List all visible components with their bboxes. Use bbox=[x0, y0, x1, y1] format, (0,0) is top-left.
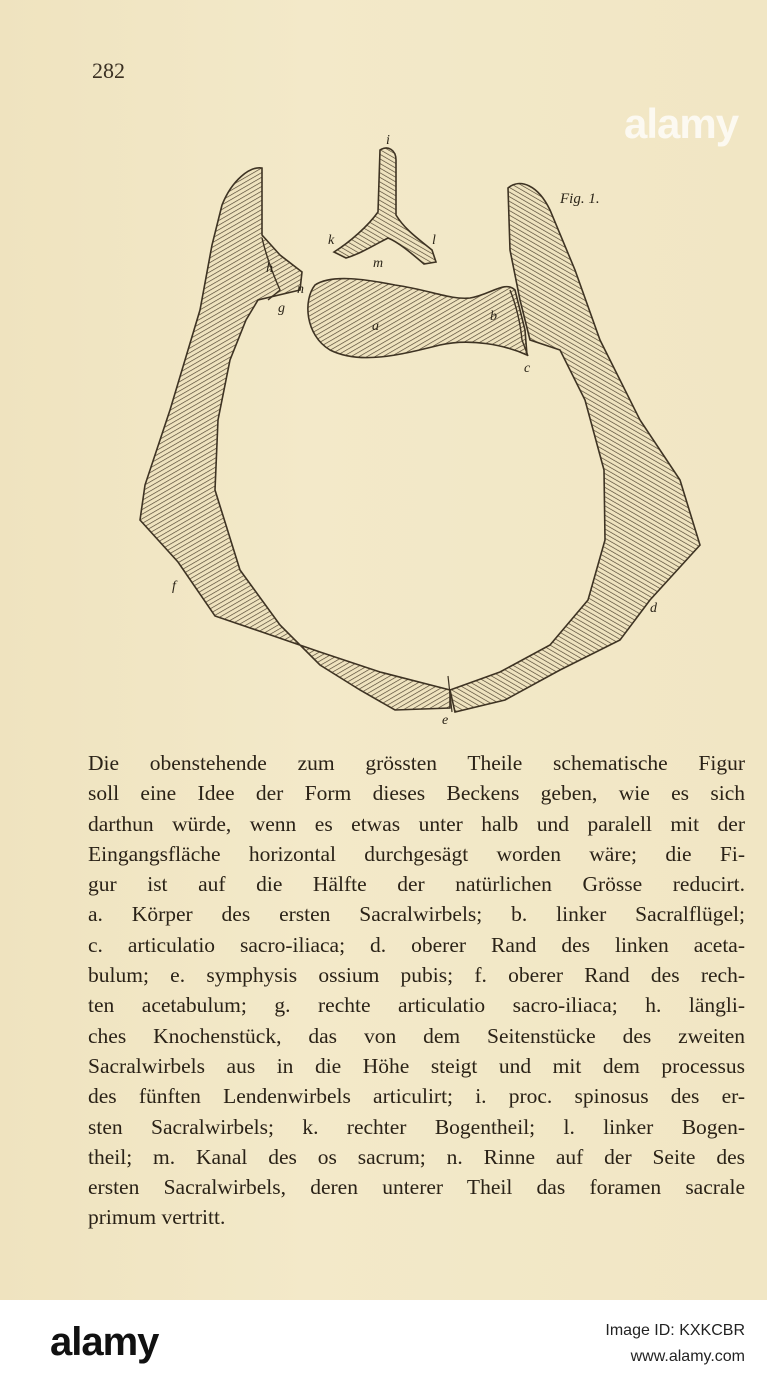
label-b: b bbox=[490, 309, 497, 324]
page-number: 282 bbox=[92, 58, 125, 83]
caption-line: des fünften Lendenwirbels articulirt; i. proc. spinosus des er- bbox=[88, 1084, 745, 1109]
watermark-logo: alamy bbox=[624, 100, 739, 147]
label-c: c bbox=[524, 361, 531, 376]
label-e: e bbox=[442, 713, 449, 728]
caption-line: gur ist auf die Hälfte der natürlichen Grösse reducirt. bbox=[88, 872, 745, 897]
figure-title: Fig. 1. bbox=[560, 191, 600, 207]
label-f: f bbox=[172, 579, 176, 594]
image-id: Image ID: KXKCBR bbox=[605, 1322, 745, 1339]
caption-line: theil; m. Kanal des os sacrum; n. Rinne auf der Seite des bbox=[88, 1144, 745, 1169]
caption-line: ersten Sacralwirbels, deren unterer Theil das foramen sacrale bbox=[88, 1175, 745, 1200]
caption-line: sten Sacralwirbels; k. rechter Bogentheil; l. linker Bogen- bbox=[88, 1114, 745, 1139]
alamy-logo: alamy bbox=[50, 1320, 159, 1364]
left-hip-bone bbox=[450, 184, 700, 712]
caption-line: primum vertritt. bbox=[88, 1205, 226, 1230]
watermark-footer bbox=[0, 1300, 767, 1390]
caption-line: ten acetabulum; g. rechte articulatio sacro-iliaca; h. längli- bbox=[88, 993, 745, 1018]
caption-line: bulum; e. symphysis ossium pubis; f. oberer Rand des rech- bbox=[88, 963, 745, 988]
label-l: l bbox=[432, 233, 436, 248]
site-url: www.alamy.com bbox=[630, 1348, 745, 1365]
caption-line: a. Körper des ersten Sacralwirbels; b. linker Sacralflügel; bbox=[88, 902, 745, 927]
label-n: n bbox=[297, 282, 304, 297]
label-i: i bbox=[386, 133, 390, 148]
caption-line: soll eine Idee der Form dieses Beckens geben, wie es sich bbox=[88, 781, 745, 806]
figure-caption bbox=[88, 748, 745, 1233]
right-hip-bone bbox=[140, 168, 450, 710]
label-g: g bbox=[278, 301, 285, 316]
label-k: k bbox=[328, 233, 335, 248]
vertebral-arch bbox=[334, 148, 436, 264]
label-h: h bbox=[266, 261, 273, 276]
label-a: a bbox=[372, 319, 379, 334]
label-d: d bbox=[650, 601, 657, 616]
caption-line: ches Knochenstück, das von dem Seitenstücke des zweiten bbox=[88, 1023, 745, 1048]
label-m: m bbox=[373, 256, 384, 271]
caption-line: Sacralwirbels aus in die Höhe steigt und mit dem processus bbox=[88, 1053, 745, 1078]
caption-line: Eingangsfläche horizontal durchgesägt worden wäre; die Fi- bbox=[88, 841, 745, 866]
caption-line: Die obenstehende zum grössten Theile schematische Figur bbox=[88, 751, 745, 775]
caption-line: darthun würde, wenn es etwas unter halb und paralell mit der bbox=[88, 811, 745, 836]
caption-line: c. articulatio sacro-iliaca; d. oberer Rand des linken aceta- bbox=[88, 932, 745, 957]
